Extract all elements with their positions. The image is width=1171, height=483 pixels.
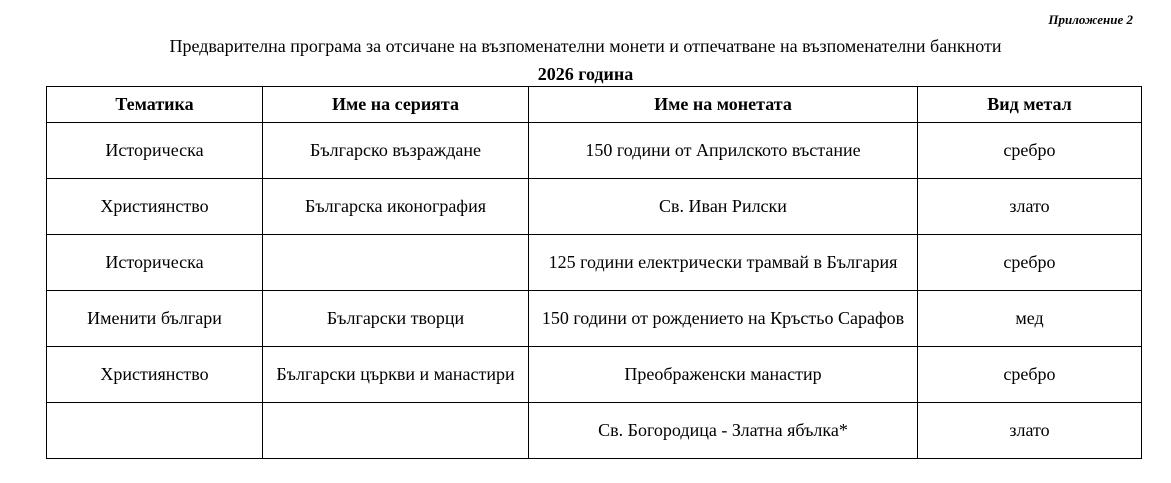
table-row bbox=[47, 291, 1142, 347]
cell-series: Български църкви и манастири bbox=[263, 347, 529, 403]
cell-series: Българско възраждане bbox=[263, 123, 529, 179]
table-row bbox=[47, 235, 1142, 291]
table-row bbox=[47, 403, 1142, 459]
cell-theme: Историческа bbox=[47, 235, 263, 291]
header-theme: Тематика bbox=[47, 87, 263, 123]
cell-metal: мед bbox=[918, 291, 1142, 347]
cell-theme: Християнство bbox=[47, 179, 263, 235]
header-metal: Вид метал bbox=[918, 87, 1142, 123]
table-row bbox=[47, 347, 1142, 403]
cell-coin-name: Преображенски манастир bbox=[529, 347, 918, 403]
cell-coin-name: Св. Богородица - Златна ябълка* bbox=[529, 403, 918, 459]
cell-series: Български творци bbox=[263, 291, 529, 347]
header-series: Име на серията bbox=[263, 87, 529, 123]
cell-theme bbox=[47, 403, 263, 459]
cell-coin-name: 150 години от Априлското въстание bbox=[529, 123, 918, 179]
cell-metal: сребро bbox=[918, 123, 1142, 179]
annex-label: Приложение 2 bbox=[1048, 12, 1133, 27]
table-row bbox=[47, 179, 1142, 235]
table-row bbox=[47, 123, 1142, 179]
cell-theme: Историческа bbox=[47, 123, 263, 179]
header-coin-name: Име на монетата bbox=[529, 87, 918, 123]
cell-metal: злато bbox=[918, 403, 1142, 459]
document-title: Предварителна програма за отсичане на възпоменателни монети и отпечатване на възпоменателни банкноти bbox=[169, 36, 1002, 56]
cell-theme: Именити българи bbox=[47, 291, 263, 347]
cell-coin-name: 150 години от рождението на Кръстьо Сарафов bbox=[529, 291, 918, 347]
cell-series bbox=[263, 235, 529, 291]
document-year: 2026 година bbox=[537, 64, 634, 84]
cell-metal: сребро bbox=[918, 235, 1142, 291]
cell-metal: злато bbox=[918, 179, 1142, 235]
coin-program-table bbox=[46, 86, 1142, 459]
cell-coin-name: 125 години електрически трамвай в България bbox=[529, 235, 918, 291]
cell-series: Българска иконография bbox=[263, 179, 529, 235]
cell-theme: Християнство bbox=[47, 347, 263, 403]
table-header-row bbox=[47, 87, 1142, 123]
cell-series bbox=[263, 403, 529, 459]
cell-coin-name: Св. Иван Рилски bbox=[529, 179, 918, 235]
cell-metal: сребро bbox=[918, 347, 1142, 403]
